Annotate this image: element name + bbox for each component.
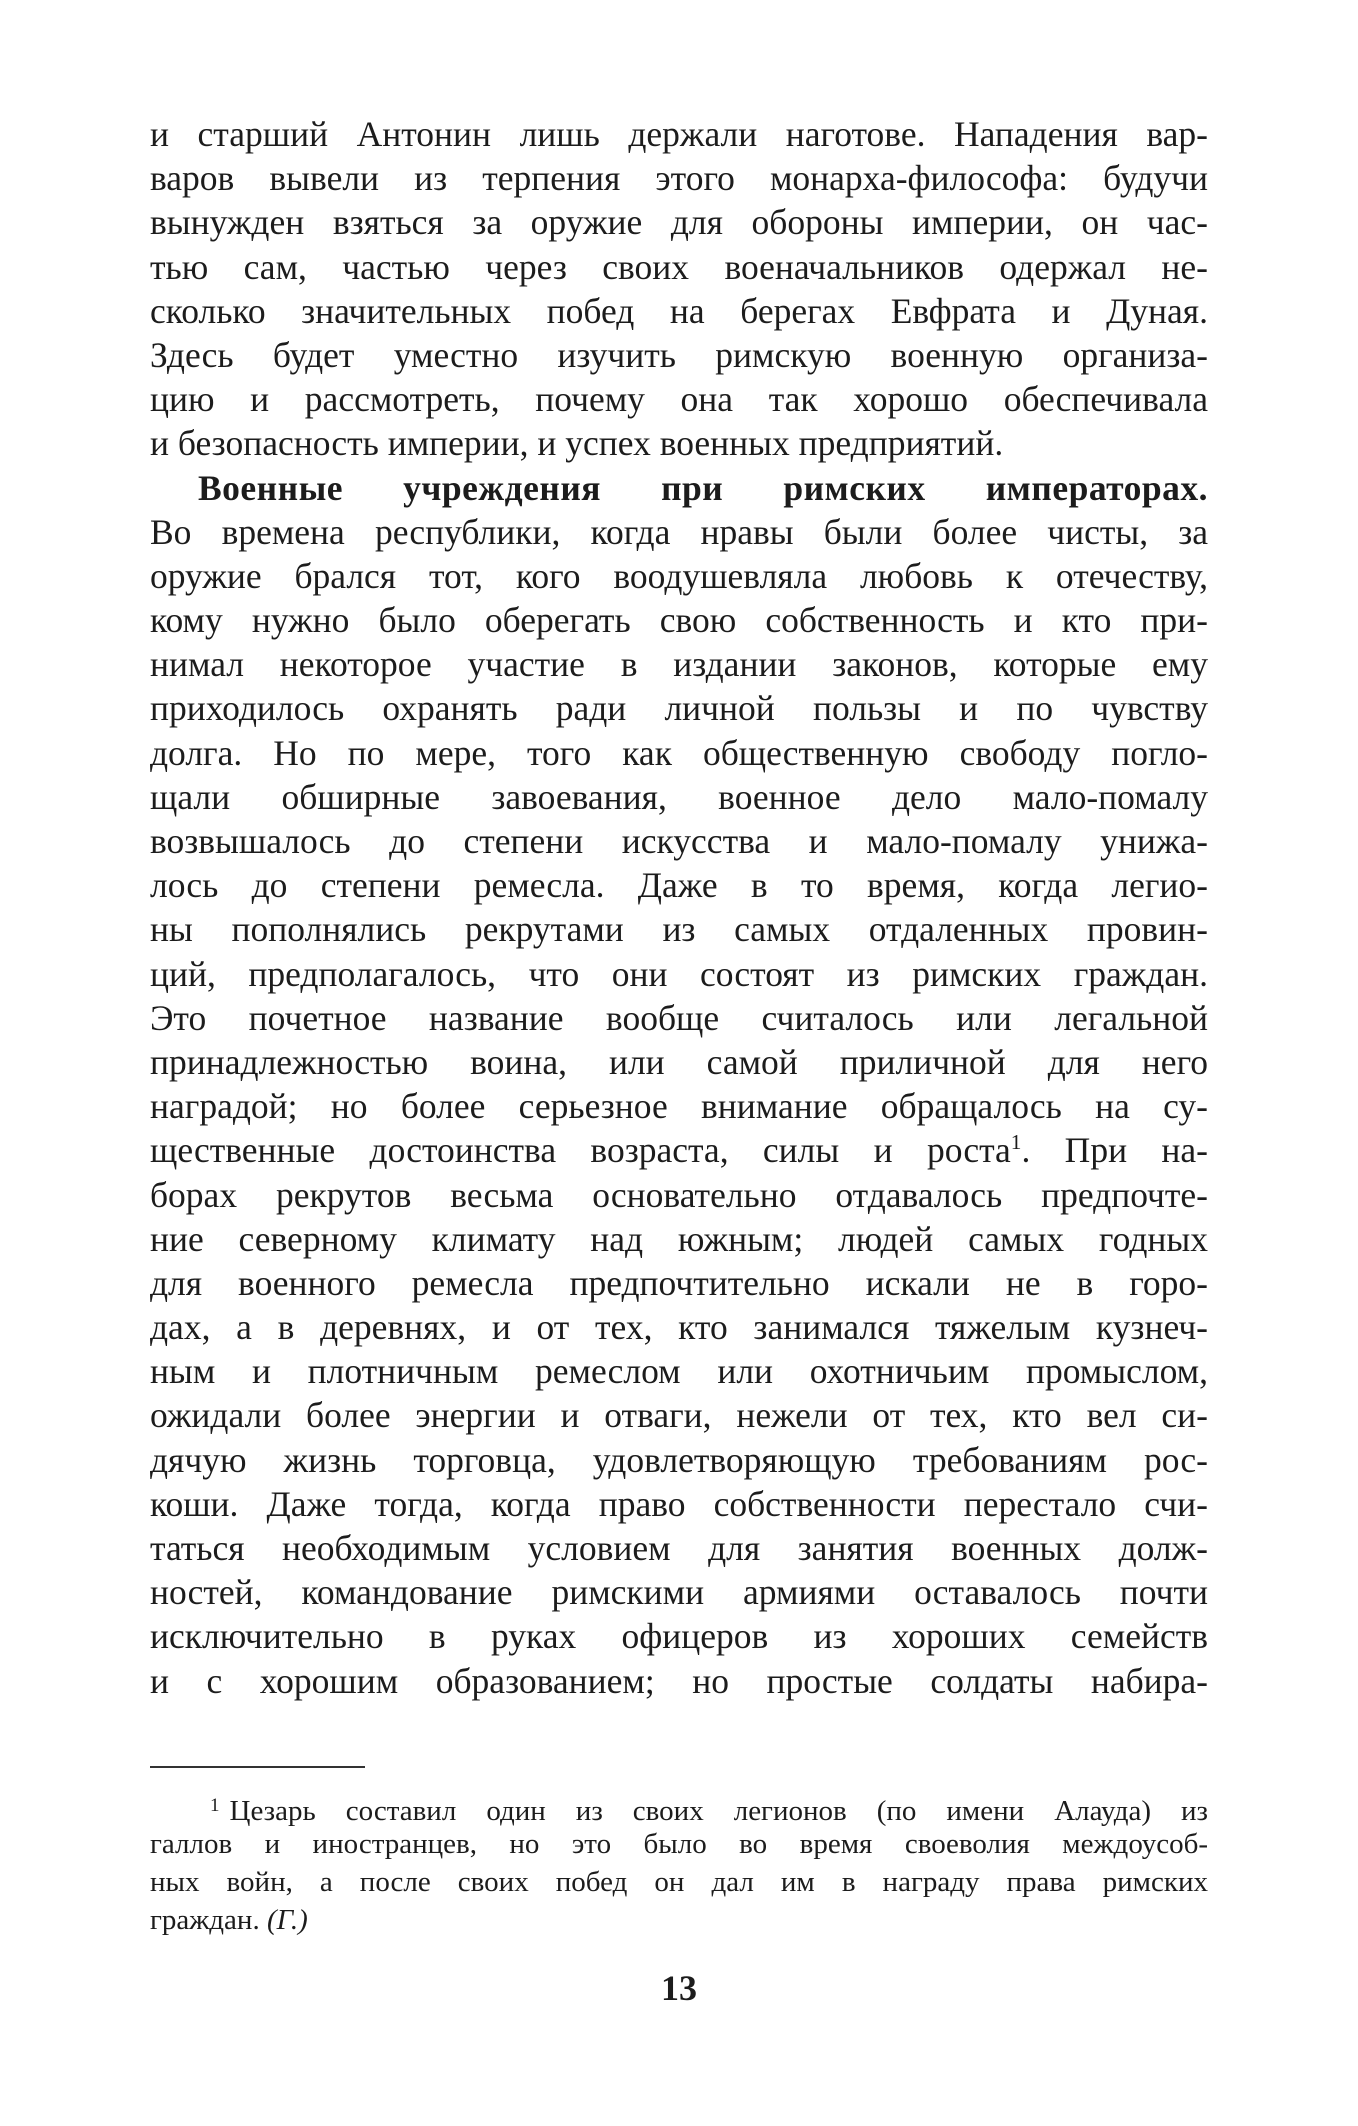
text-line: принадлежностью воина, или самой приличной для него — [150, 1041, 1208, 1082]
section-heading: Военные учреждения при римских императорах. — [198, 467, 1208, 508]
text-line: лось до степени ремесла. Даже в то время, когда легио- — [150, 865, 1208, 906]
footnote-number: 1 — [210, 1795, 220, 1816]
text-line: кому нужно было оберегать свою собственность и кто при- — [150, 600, 1208, 641]
text-line: ностей, командование римскими армиями оставалось почти — [150, 1572, 1208, 1613]
footnote-source-mark: (Г.) — [266, 1904, 308, 1936]
text-line: Это почетное название вообще считалось или легальной — [150, 997, 1208, 1038]
text-line: и старший Антонин лишь держали наготове. Нападения вар- — [150, 114, 1208, 154]
text-line: вынужден взяться за оружие для обороны империи, он час- — [150, 202, 1208, 243]
text-segment: щественные достоинства возраста, силы и роста — [150, 1130, 1011, 1171]
footnote-text: Цезарь составил один из своих легионов (по имени Алауда) из — [229, 1795, 1208, 1827]
footnote — [150, 1787, 1208, 1939]
text-line: дячую жизнь торговца, удовлетворяющую требованиям рос- — [150, 1439, 1208, 1480]
text-segment: . При на- — [1021, 1130, 1208, 1171]
text-line: дах, а в деревнях, и от тех, кто занимался тяжелым кузнеч- — [150, 1307, 1208, 1348]
text-line: оружие брался тот, кого воодушевляла любовь к отечеству, — [150, 555, 1208, 596]
text-line: таться необходимым условием для занятия военных долж- — [150, 1528, 1208, 1568]
page-number: 13 — [661, 1968, 697, 2008]
text-line: и безопасность империи, и успех военных предприятий. — [150, 423, 1004, 464]
text-line: для военного ремесла предпочтительно искали не в горо- — [150, 1262, 1208, 1303]
footnote-line: галлов и иностранцев, но это было во время своеволия междоусоб- — [150, 1828, 1208, 1860]
text-line: цию и рассмотреть, почему она так хорошо обеспечивала — [150, 379, 1208, 420]
footnote-line — [150, 1787, 1208, 1825]
text-line: Здесь будет уместно изучить римскую военную организа- — [150, 334, 1208, 375]
text-line: долга. Но по мере, того как общественную свободу погло- — [150, 732, 1208, 773]
text-line: исключительно в руках офицеров из хороших семейств — [150, 1616, 1208, 1657]
text-line: Во времена республики, когда нравы были более чисты, за — [150, 511, 1208, 552]
text-line: сколько значительных побед на берегах Евфрата и Дуная. — [150, 290, 1208, 331]
text-line: наградой; но более серьезное внимание обращалось на су- — [150, 1086, 1208, 1127]
main-text — [150, 112, 1208, 1703]
text-line: коши. Даже тогда, когда право собственности перестало счи- — [150, 1483, 1208, 1524]
text-line: варов вывели из терпения этого монарха-философа: будучи — [150, 158, 1208, 199]
text-line-with-footnote — [150, 1128, 1208, 1172]
text-line: ны пополнялись рекрутами из самых отдаленных провин- — [150, 909, 1208, 950]
text-line: тью сам, частью через своих военачальников одержал не- — [150, 246, 1208, 287]
text-line: возвышалось до степени искусства и мало-помалу унижа- — [150, 821, 1208, 861]
footnote-divider — [150, 1766, 365, 1768]
text-line: ние северному климату над южным; людей самых годных — [150, 1218, 1208, 1259]
text-line: нимал некоторое участие в издании законов, которые ему — [150, 644, 1208, 685]
text-line: щали обширные завоевания, военное дело мало-помалу — [150, 776, 1208, 817]
text-line: приходилось охранять ради личной пользы и по чувству — [150, 688, 1208, 729]
text-line: и с хорошим образованием; но простые солдаты набира- — [150, 1660, 1208, 1701]
text-line: ций, предполагалось, что они состоят из римских граждан. — [150, 953, 1208, 994]
footnote-reference[interactable]: 1 — [1010, 1130, 1022, 1155]
footnote-text: граждан. — [150, 1904, 267, 1936]
text-line: ожидали более энергии и отваги, нежели от тех, кто вел си- — [150, 1395, 1208, 1436]
footnote-line — [150, 1901, 1208, 1939]
text-line: ным и плотничным ремеслом или охотничьим промыслом, — [150, 1351, 1208, 1392]
footnote-line: ных войн, а после своих побед он дал им в награду права римских — [150, 1866, 1208, 1898]
text-line: борах рекрутов весьма основательно отдавалось предпочте- — [150, 1174, 1208, 1215]
